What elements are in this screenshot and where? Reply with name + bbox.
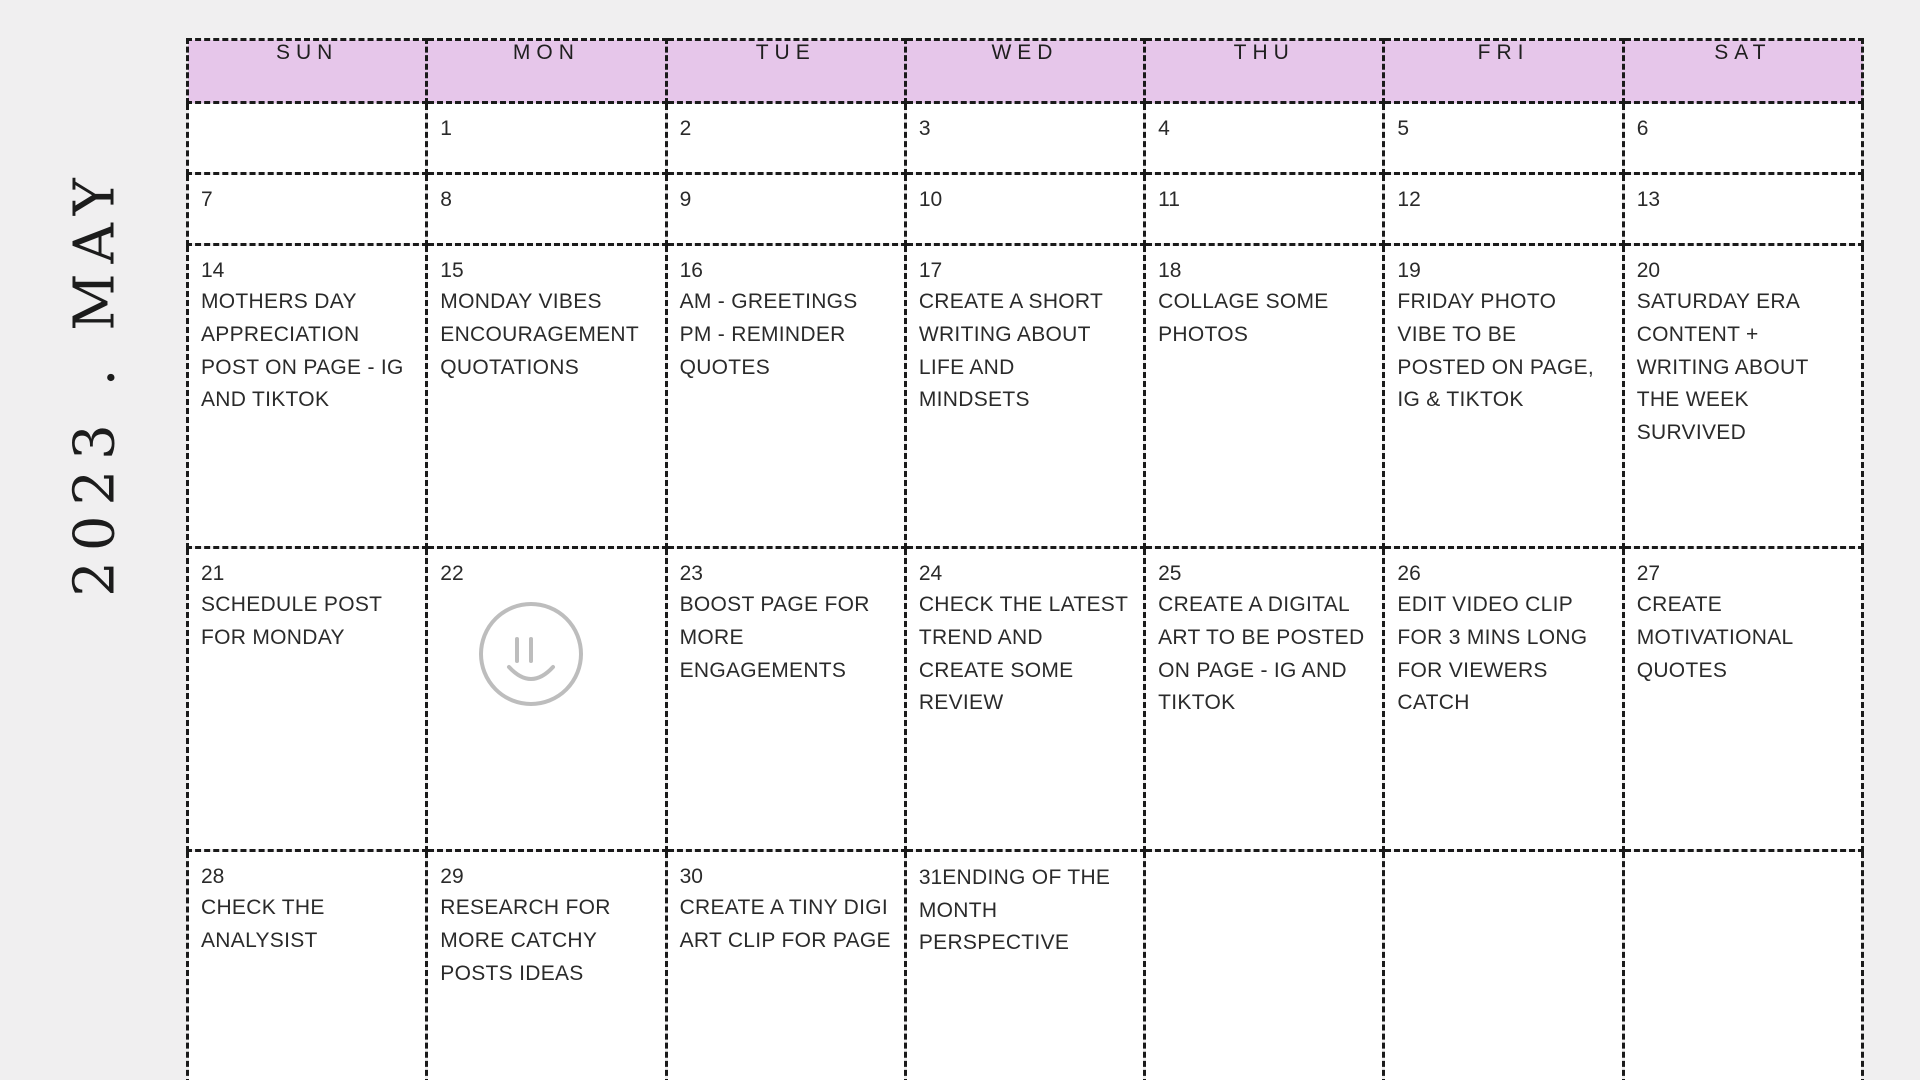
- smiley-face-icon: [476, 599, 586, 709]
- day-note: CREATE MOTIVATIONAL QUOTES: [1636, 593, 1793, 682]
- day-cell[interactable]: [1384, 548, 1623, 851]
- day-cell[interactable]: [427, 174, 666, 245]
- day-number: 10: [918, 188, 943, 211]
- day-note: SCHEDULE POST FOR MONDAY: [201, 593, 382, 649]
- day-cell[interactable]: [905, 174, 1144, 245]
- day-cell[interactable]: [427, 548, 666, 851]
- day-number: 27: [1636, 562, 1661, 585]
- day-number: 16: [679, 259, 703, 282]
- day-cell[interactable]: [905, 245, 1144, 548]
- day-cell[interactable]: [1623, 548, 1862, 851]
- day-number: 29: [440, 865, 464, 888]
- weekday-header-sun: SUN: [188, 40, 427, 103]
- day-note: CREATE A TINY DIGI ART CLIP FOR PAGE: [679, 896, 891, 952]
- day-number: 18: [1158, 259, 1182, 282]
- day-cell[interactable]: [188, 851, 427, 1080]
- weekday-header-row: [188, 40, 1863, 103]
- calendar-week-row: [188, 245, 1863, 548]
- day-number: 22: [440, 562, 464, 585]
- weekday-header-sat: SAT: [1623, 40, 1862, 103]
- weekday-header-wed: WED: [905, 40, 1144, 103]
- day-cell[interactable]: [666, 245, 905, 548]
- day-cell[interactable]: [666, 851, 905, 1080]
- day-cell[interactable]: [1623, 245, 1862, 548]
- day-number: 11: [1158, 188, 1180, 211]
- day-number: 8: [440, 188, 452, 211]
- day-cell[interactable]: [188, 245, 427, 548]
- day-cell[interactable]: [1145, 548, 1384, 851]
- day-cell[interactable]: [1145, 245, 1384, 548]
- day-cell[interactable]: [188, 174, 427, 245]
- day-note: SATURDAY ERA CONTENT + WRITING ABOUT THE WEEK SURVIVED: [1636, 290, 1809, 444]
- day-note: MOTHERS DAY APPRECIATION POST ON PAGE - IG AND TIKTOK: [201, 290, 404, 412]
- day-note: BOOST PAGE FOR MORE ENGAGEMENTS: [679, 593, 870, 682]
- day-note: CHECK THE ANALYSIST: [201, 896, 325, 952]
- day-cell[interactable]: [1145, 103, 1384, 174]
- day-cell[interactable]: [1623, 103, 1862, 174]
- month-year-label: 2023 . MAY: [62, 168, 128, 597]
- weekday-header-thu: THU: [1145, 40, 1384, 103]
- day-number: 30: [679, 865, 703, 888]
- day-cell[interactable]: [1145, 174, 1384, 245]
- calendar-week-row: [188, 548, 1863, 851]
- day-cell[interactable]: [427, 103, 666, 174]
- calendar-week-row: [188, 851, 1863, 1080]
- day-number: 7: [201, 188, 213, 211]
- day-note: MONDAY VIBES ENCOURAGEMENT QUOTATIONS: [440, 290, 639, 379]
- day-number: 4: [1158, 117, 1170, 140]
- calendar-week-row: [188, 103, 1863, 174]
- day-cell[interactable]: [427, 851, 666, 1080]
- day-note: FRIDAY PHOTO VIBE TO BE POSTED ON PAGE, IG & TIKTOK: [1397, 290, 1595, 412]
- day-number: 17: [918, 259, 943, 282]
- day-number: 20: [1636, 259, 1661, 282]
- day-cell[interactable]: [1623, 174, 1862, 245]
- day-note: RESEARCH FOR MORE CATCHY POSTS IDEAS: [440, 896, 611, 985]
- day-number: 28: [201, 865, 225, 888]
- day-number: 31: [918, 866, 943, 889]
- month-year-title: [0, 0, 190, 1080]
- day-number: 14: [201, 259, 225, 282]
- day-cell[interactable]: [188, 103, 427, 174]
- day-number: 19: [1397, 259, 1421, 282]
- day-note: CREATE A SHORT WRITING ABOUT LIFE AND MINDSETS: [918, 290, 1103, 412]
- day-note: AM - GREETINGS PM - REMINDER QUOTES: [679, 290, 858, 379]
- day-number: 3: [918, 117, 931, 140]
- day-number: 26: [1397, 562, 1421, 585]
- day-number: 13: [1636, 188, 1661, 211]
- day-cell[interactable]: [1145, 851, 1384, 1080]
- day-cell[interactable]: [666, 174, 905, 245]
- day-number: 9: [679, 188, 692, 211]
- day-note: ENDING OF THE MONTH PERSPECTIVE: [918, 866, 1111, 955]
- day-cell[interactable]: [1623, 851, 1862, 1080]
- day-number: 23: [679, 562, 703, 585]
- day-number: 5: [1397, 117, 1410, 140]
- weekday-header-fri: FRI: [1384, 40, 1623, 103]
- day-cell[interactable]: [1384, 174, 1623, 245]
- day-cell[interactable]: [1384, 245, 1623, 548]
- day-cell[interactable]: [666, 548, 905, 851]
- calendar-week-row: [188, 174, 1863, 245]
- weekday-header-mon: MON: [427, 40, 666, 103]
- day-note: CHECK THE LATEST TREND AND CREATE SOME REVIEW: [918, 593, 1128, 715]
- day-cell[interactable]: [666, 103, 905, 174]
- month-calendar: [186, 38, 1864, 1080]
- day-cell[interactable]: [905, 851, 1144, 1080]
- day-number: 25: [1158, 562, 1182, 585]
- day-note: EDIT VIDEO CLIP FOR 3 MINS LONG FOR VIEWERS CATCH: [1397, 593, 1588, 715]
- day-number: 1: [440, 117, 452, 140]
- day-note: COLLAGE SOME PHOTOS: [1158, 290, 1329, 346]
- day-number: 6: [1636, 117, 1649, 140]
- day-number: 21: [201, 562, 225, 585]
- day-number: 15: [440, 259, 464, 282]
- day-note: CREATE A DIGITAL ART TO BE POSTED ON PAGE - IG AND TIKTOK: [1158, 593, 1365, 715]
- day-number: 24: [918, 562, 943, 585]
- day-number: 2: [679, 117, 692, 140]
- weekday-header-tue: TUE: [666, 40, 905, 103]
- day-cell[interactable]: [905, 103, 1144, 174]
- day-cell[interactable]: [188, 548, 427, 851]
- day-cell[interactable]: [427, 245, 666, 548]
- day-cell[interactable]: [905, 548, 1144, 851]
- day-cell[interactable]: [1384, 103, 1623, 174]
- day-number: 12: [1397, 188, 1421, 211]
- day-cell[interactable]: [1384, 851, 1623, 1080]
